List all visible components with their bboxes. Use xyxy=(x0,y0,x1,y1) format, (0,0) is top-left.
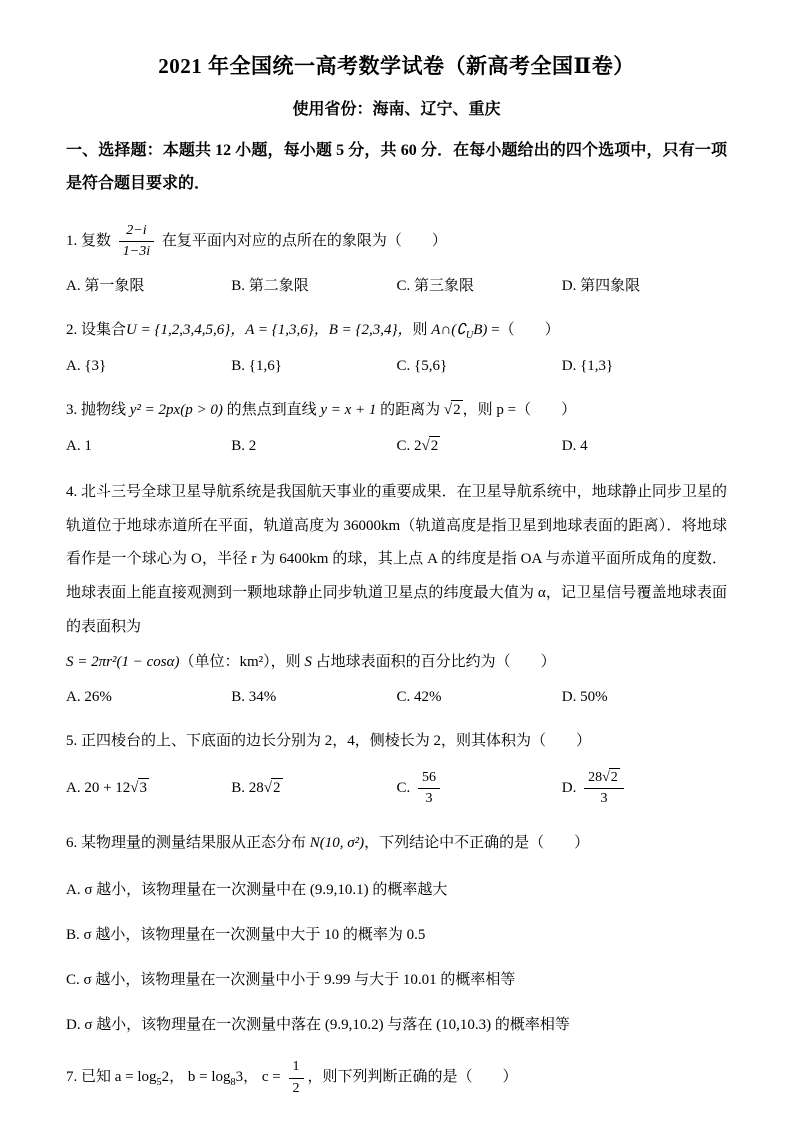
q1-fraction-numerator: 2−i xyxy=(119,222,154,242)
question-5 xyxy=(66,727,727,808)
question-1-options xyxy=(66,274,727,295)
q5-option-c-label: C. xyxy=(396,779,415,796)
q7-text-mid1: 2， b = log xyxy=(161,1069,231,1086)
q1-fraction xyxy=(119,222,154,261)
q3-sqrt-radicand: 2 xyxy=(453,402,461,419)
q5-option-c-denominator: 3 xyxy=(425,790,433,806)
q7-text-pre: 7. 已知 a = log xyxy=(66,1069,157,1086)
question-3-stem xyxy=(66,396,727,425)
sqrt-sign: √ xyxy=(421,437,430,454)
q1-option-d: D. 第四象限 xyxy=(561,277,641,294)
q3-option-c-radicand: 2 xyxy=(430,437,439,454)
q4-formula-units: （单位：km²），则 xyxy=(179,653,305,670)
q1-text-pre: 1. 复数 xyxy=(66,232,115,249)
section-intro: 一、选择题：本题共 12 小题，每小题 5 分，共 60 分．在每小题给出的四个选项中，只有一项是符合题目要求的． xyxy=(66,142,727,192)
q7-log-base-8: 8 xyxy=(230,1077,236,1089)
q7-log-base-5: 5 xyxy=(156,1077,162,1089)
question-4 xyxy=(66,476,727,706)
q2-option-b: B. {1,6} xyxy=(231,358,282,375)
q4-variable-s: S xyxy=(304,653,312,670)
q3-option-a: A. 1 xyxy=(66,437,92,454)
q3-text-mid1: 的焦点到直线 xyxy=(222,402,321,419)
q2-text-tail: =（ ） xyxy=(487,321,560,338)
q7-fraction-numerator: 1 xyxy=(289,1058,304,1078)
q6-text-post: ，下列结论中不正确的是（ ） xyxy=(364,834,590,851)
q5-option-b-sqrt xyxy=(264,780,283,796)
q4-option-c: C. 42% xyxy=(396,689,442,706)
q2-text-mid: 则 xyxy=(412,321,432,338)
page-title: 2021 年全国统一高考数学试卷（新高考全国Ⅱ卷） xyxy=(158,54,635,78)
q5-option-a-sqrt xyxy=(130,780,149,796)
question-1-stem xyxy=(66,222,727,261)
question-7-stem xyxy=(66,1058,727,1097)
q5-option-d-denominator: 3 xyxy=(600,790,608,806)
q5-option-a-text: A. 20 + 12 xyxy=(66,779,131,796)
q3-parabola-expression: y² = 2px(p > 0) xyxy=(129,402,223,419)
q5-option-d-fraction xyxy=(584,769,624,808)
q6-option-d: D. σ 越小，该物理量在一次测量中落在 (9.9,10.2) 与落在 (10,10.3) 的概率相等 xyxy=(66,1017,570,1034)
q5-option-c-numerator: 56 xyxy=(418,769,440,789)
q3-option-d: D. 4 xyxy=(561,437,588,454)
q2-expr-post: B) xyxy=(473,321,488,338)
q4-option-d: D. 50% xyxy=(561,689,608,706)
sqrt-sign: √ xyxy=(130,779,139,796)
question-2-stem xyxy=(66,316,727,345)
q5-option-c-fraction xyxy=(418,769,440,808)
question-6-stem xyxy=(66,829,727,858)
q5-option-d-num-text: 28 xyxy=(588,769,603,785)
q7-fraction-denominator: 2 xyxy=(292,1080,300,1096)
question-2-options xyxy=(66,358,727,375)
q5-option-b xyxy=(231,780,396,797)
q6-text-pre: 6. 某物理量的测量结果服从正态分布 xyxy=(66,834,310,851)
q5-option-d-radicand: 2 xyxy=(610,769,618,785)
q1-option-a: A. 第一象限 xyxy=(66,277,145,294)
q3-option-c xyxy=(397,438,562,455)
question-2 xyxy=(66,316,727,375)
q4-formula-post: 占地球表面积的百分比约为（ ） xyxy=(311,653,556,670)
q5-option-a-radicand: 3 xyxy=(139,779,148,796)
question-6 xyxy=(66,829,727,1038)
q3-option-c-text: C. 2 xyxy=(396,437,422,454)
q3-option-b: B. 2 xyxy=(231,437,257,454)
q7-fraction xyxy=(289,1058,304,1097)
question-4-formula-line xyxy=(66,648,727,677)
q1-fraction-denominator: 1−3i xyxy=(122,243,151,259)
q3-sqrt xyxy=(444,402,463,418)
q2-complement-expression xyxy=(431,321,488,341)
q6-distribution-expression: N(10, σ²) xyxy=(309,834,365,851)
q2-sets-expression: U = {1,2,3,4,5,6}，A = {1,3,6}，B = {2,3,4}， xyxy=(126,321,413,338)
question-4-paragraph: 4. 北斗三号全球卫星导航系统是我国航天事业的重要成果．在卫星导航系统中，地球静止同步卫星的轨道位于地球赤道所在平面，轨道高度为 36000km（轨道高度是指卫星到地球表面的距离）．将地球看作是一个球心为 O，半径 r 为 6400km 的球，其上点 A 的纬度是指 OA 与赤道平面所成角的度数．地球表面上能直接观测到一颗地球静止同步轨道卫星点的纬度最大值为 α，记卫星信号覆盖地球表面的表面积为 xyxy=(66,483,727,635)
q2-complement-subscript: U xyxy=(465,329,474,341)
q5-option-d xyxy=(562,769,727,808)
q1-option-b: B. 第二象限 xyxy=(231,277,309,294)
q7-text-post: ，则下列判断正确的是（ ） xyxy=(307,1069,518,1086)
q3-text-post: ，则 p =（ ） xyxy=(462,402,577,419)
q4-surface-formula: S = 2πr²(1 − cosα) xyxy=(66,653,180,670)
question-4-options xyxy=(66,689,727,706)
q1-text-post: 在复平面内对应的点所在的象限为（ ） xyxy=(158,232,447,249)
q2-option-c: C. {5,6} xyxy=(396,358,448,375)
sqrt-sign: √ xyxy=(443,402,453,419)
q5-option-b-text: B. 28 xyxy=(231,779,264,796)
q4-option-b: B. 34% xyxy=(231,689,277,706)
question-7 xyxy=(66,1058,727,1097)
q6-option-c: C. σ 越小，该物理量在一次测量中小于 9.99 与大于 10.01 的概率相等 xyxy=(66,972,516,989)
question-5-options xyxy=(66,769,727,808)
q2-option-a: A. {3} xyxy=(66,358,107,375)
q5-option-d-sqrt xyxy=(602,770,620,785)
question-3-options xyxy=(66,438,727,455)
q5-option-a xyxy=(66,780,231,797)
q6-option-b: B. σ 越小，该物理量在一次测量中大于 10 的概率为 0.5 xyxy=(66,927,426,944)
q6-option-a: A. σ 越小，该物理量在一次测量中在 (9.9,10.1) 的概率越大 xyxy=(66,882,448,899)
q3-option-c-sqrt xyxy=(422,438,441,454)
q2-option-d: D. {1,3} xyxy=(561,358,614,375)
question-3 xyxy=(66,396,727,455)
q3-line-expression: y = x + 1 xyxy=(320,402,377,419)
question-1 xyxy=(66,222,727,295)
q5-option-d-numerator xyxy=(584,769,624,789)
q4-option-a: A. 26% xyxy=(66,689,112,706)
q2-text-pre: 2. 设集合 xyxy=(66,321,127,338)
q2-expr-pre: A∩(∁ xyxy=(431,321,466,338)
q7-text-mid2: 3， c = xyxy=(235,1069,285,1086)
sqrt-sign: √ xyxy=(602,769,610,785)
sqrt-sign: √ xyxy=(263,779,272,796)
q5-option-c xyxy=(397,769,562,808)
q5-option-d-label: D. xyxy=(561,779,581,796)
page-subtitle: 使用省份：海南、辽宁、重庆 xyxy=(292,101,501,118)
q5-option-b-radicand: 2 xyxy=(273,779,281,796)
q3-text-mid2: 的距离为 xyxy=(376,402,444,419)
q3-text-pre: 3. 抛物线 xyxy=(66,402,130,419)
q1-option-c: C. 第三象限 xyxy=(396,277,475,294)
question-5-stem: 5. 正四棱台的上、下底面的边长分别为 2，4，侧棱长为 2，则其体积为（ ） xyxy=(66,733,592,750)
